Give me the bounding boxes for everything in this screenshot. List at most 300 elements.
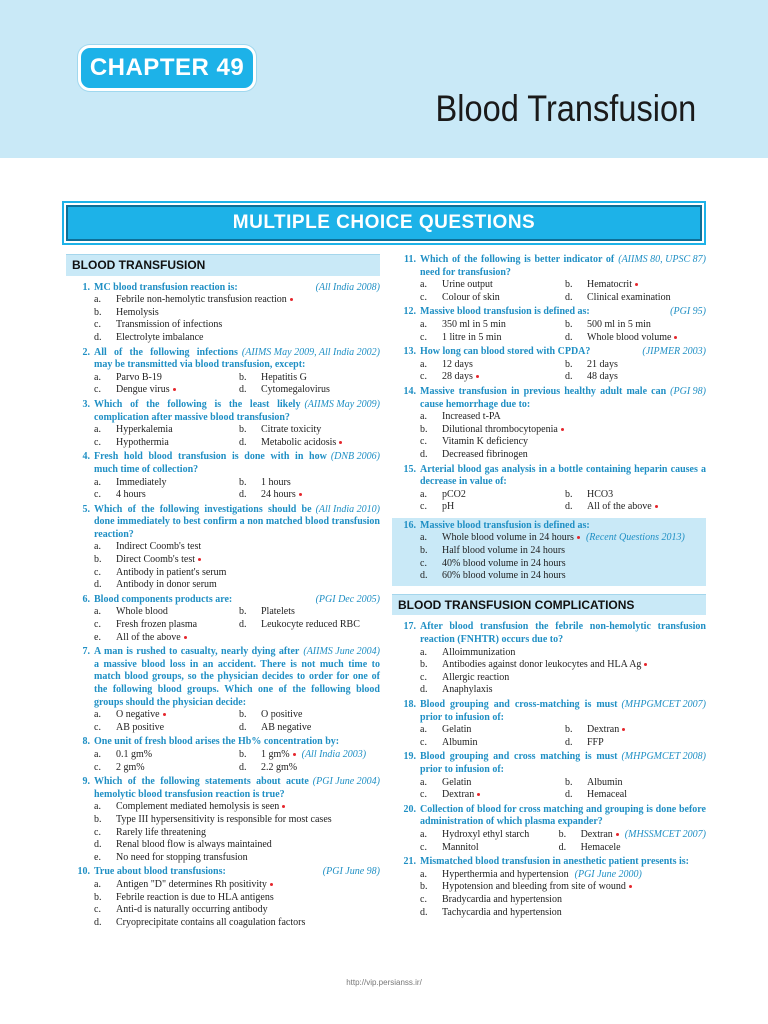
option-text: No need for stopping transfusion xyxy=(116,851,248,863)
option-text: Hydroxyl ethyl starch xyxy=(442,828,530,840)
option-text: Febrile non-hemolytic transfusion reaction xyxy=(116,294,287,306)
question-source: (MHSSMCET 2007) xyxy=(624,828,706,840)
option-text: 24 hours xyxy=(261,489,296,501)
answer-option xyxy=(94,852,380,865)
option-text: pH xyxy=(442,501,455,513)
footer-url: http://vip.persianss.ir/ xyxy=(346,978,422,987)
option-letter: a. xyxy=(420,358,427,370)
option-text: FFP xyxy=(587,736,604,748)
question-number: 3. xyxy=(82,398,90,410)
option-letter: a. xyxy=(94,709,101,721)
question-text-body: Massive transfusion in previous healthy adult male can cause hemorrhage due to: xyxy=(420,385,667,410)
correct-answer-marker xyxy=(173,388,176,391)
question-number: 19. xyxy=(403,751,416,763)
question-text-body: Blood grouping and cross-matching is must prior to infusion of: xyxy=(420,699,618,723)
question-number: 13. xyxy=(403,346,416,358)
option-letter: d. xyxy=(239,721,247,733)
option-text: 2 gm% xyxy=(116,761,145,773)
answer-option xyxy=(420,684,706,697)
question-list xyxy=(392,621,706,919)
correct-answer-marker xyxy=(184,636,187,639)
option-text: Increased t-PA xyxy=(442,411,501,423)
option-text: Antibody in patient's serum xyxy=(116,566,227,578)
question-item xyxy=(392,254,706,304)
correct-answer-marker xyxy=(339,441,342,444)
option-letter: c. xyxy=(420,501,427,513)
question-text xyxy=(420,856,706,869)
option-letter: a. xyxy=(94,878,101,890)
answer-option xyxy=(94,319,380,332)
option-text: Leukocyte reduced RBC xyxy=(261,619,360,631)
option-text: Hepatitis G xyxy=(261,371,307,383)
option-letter: d. xyxy=(94,916,102,928)
question-text-body: Massive blood transfusion is defined as: xyxy=(420,306,590,318)
answer-option xyxy=(565,292,706,305)
option-text: Direct Coomb's test xyxy=(116,554,196,566)
question-source: (MHPGMCET 2008) xyxy=(621,751,706,763)
answer-option xyxy=(94,749,235,762)
answer-option xyxy=(239,384,380,397)
option-text: Hyperthermia and hypertension xyxy=(442,868,569,880)
option-letter: a. xyxy=(420,532,427,544)
option-text: Allergic reaction xyxy=(442,671,510,683)
answer-option xyxy=(565,777,706,790)
option-text: Platelets xyxy=(261,606,295,618)
option-letter: c. xyxy=(420,371,427,383)
answer-option xyxy=(94,294,380,307)
option-text: Whole blood volume xyxy=(587,331,672,343)
option-letter: b. xyxy=(565,776,573,788)
question-number: 14. xyxy=(403,385,416,397)
question-list xyxy=(392,254,706,514)
answer-option xyxy=(94,372,235,385)
answer-option xyxy=(94,424,235,437)
question-item xyxy=(392,518,706,586)
question-item xyxy=(392,346,706,384)
answer-options xyxy=(420,532,706,582)
option-letter: a. xyxy=(420,318,427,330)
answer-option xyxy=(94,917,380,930)
answer-option xyxy=(420,672,706,685)
question-text xyxy=(94,736,380,749)
answer-options xyxy=(94,606,380,644)
option-text: Clinical examination xyxy=(587,291,671,303)
option-text: Alloimmunization xyxy=(442,646,516,658)
answer-options xyxy=(94,424,380,449)
option-text: Hyperkalemia xyxy=(116,424,173,436)
question-text-body: Massive blood transfusion is defined as: xyxy=(420,519,590,531)
answer-option xyxy=(420,545,706,558)
option-text: 12 days xyxy=(442,358,473,370)
question-text xyxy=(420,254,706,279)
option-text: 21 days xyxy=(587,358,618,370)
question-item xyxy=(66,594,380,644)
answer-options xyxy=(94,541,380,591)
correct-answer-marker xyxy=(635,283,638,286)
answer-option xyxy=(565,359,706,372)
answer-option xyxy=(565,332,706,345)
option-letter: a. xyxy=(94,424,101,436)
question-text xyxy=(420,699,706,724)
answer-option xyxy=(239,619,380,632)
question-number: 9. xyxy=(82,776,90,788)
question-source: (JIPMER 2003) xyxy=(642,346,706,358)
question-source: (MHPGMCET 2007) xyxy=(621,699,706,710)
option-text: 1 gm% xyxy=(261,748,290,760)
question-text xyxy=(94,399,380,424)
question-item xyxy=(66,646,380,734)
question-source: (AIIMS May 2009) xyxy=(304,398,380,410)
question-number: 8. xyxy=(82,736,90,748)
option-text: 0.1 gm% xyxy=(116,748,153,760)
question-item xyxy=(392,306,706,344)
chapter-label: CHAPTER 49 xyxy=(78,45,256,91)
option-letter: d. xyxy=(239,489,247,501)
option-text: Hypotension and bleeding from site of wound xyxy=(442,881,626,893)
question-text xyxy=(420,346,706,359)
question-text xyxy=(420,804,706,829)
question-number: 11. xyxy=(404,254,416,265)
question-text-body: Collection of blood for cross matching and grouping is done before administration of which plasma expander? xyxy=(420,803,706,828)
option-text: Cryoprecipitate contains all coagulation factors xyxy=(116,916,306,928)
question-text xyxy=(94,776,380,801)
answer-options xyxy=(420,777,706,802)
answer-option xyxy=(94,709,235,722)
question-number: 10. xyxy=(77,866,90,878)
answer-options xyxy=(94,477,380,502)
option-letter: a. xyxy=(94,606,101,618)
section-heading-complications: BLOOD TRANSFUSION COMPLICATIONS xyxy=(392,594,706,616)
option-text: Half blood volume in 24 hours xyxy=(442,545,566,557)
answer-option xyxy=(420,869,706,882)
option-text: Anaphylaxis xyxy=(442,684,493,696)
answer-option xyxy=(420,659,706,672)
answer-option xyxy=(239,709,380,722)
correct-answer-marker xyxy=(290,298,293,301)
answer-option xyxy=(420,371,561,384)
answer-options xyxy=(420,724,706,749)
option-text: Vitamin K deficiency xyxy=(442,436,529,448)
answer-options xyxy=(94,294,380,344)
answer-option xyxy=(565,737,706,750)
answer-option xyxy=(420,359,561,372)
question-text xyxy=(94,451,380,476)
answer-options xyxy=(94,372,380,397)
question-source: (All India 2008) xyxy=(315,281,380,293)
question-text xyxy=(420,306,706,319)
option-letter: c. xyxy=(94,904,101,916)
correct-answer-marker xyxy=(577,536,580,539)
answer-option xyxy=(420,332,561,345)
question-text-body: Blood grouping and cross matching is must prior to infusion of: xyxy=(420,751,618,775)
answer-option xyxy=(239,424,380,437)
question-item xyxy=(66,736,380,774)
question-text-body: Blood components products are: xyxy=(94,593,233,605)
option-text: 60% blood volume in 24 hours xyxy=(442,570,566,582)
option-text: AB positive xyxy=(116,721,165,733)
option-letter: d. xyxy=(565,331,573,343)
question-text xyxy=(94,347,380,372)
answer-option xyxy=(239,477,380,490)
option-text: 4 hours xyxy=(116,489,146,501)
answer-option xyxy=(239,372,380,385)
question-text-body: Which of the following statements about acute hemolytic blood transfusion reaction is true? xyxy=(94,776,309,800)
option-letter: b. xyxy=(420,881,428,893)
answer-option xyxy=(559,829,706,842)
answer-option xyxy=(420,411,706,424)
question-number: 4. xyxy=(82,451,90,463)
option-letter: b. xyxy=(239,424,247,436)
option-letter: d. xyxy=(94,331,102,343)
question-item xyxy=(392,856,706,919)
option-letter: b. xyxy=(239,476,247,488)
answer-option xyxy=(420,424,706,437)
correct-answer-marker xyxy=(198,558,201,561)
option-text: Hypothermia xyxy=(116,436,169,448)
option-letter: c. xyxy=(94,761,101,773)
question-text xyxy=(94,594,380,607)
answer-options xyxy=(420,647,706,697)
option-letter: a. xyxy=(420,646,427,658)
answer-option xyxy=(420,894,706,907)
answer-option xyxy=(94,892,380,905)
option-letter: b. xyxy=(565,318,573,330)
option-text: Type III hypersensitivity is responsible for most cases xyxy=(116,813,332,825)
option-letter: b. xyxy=(420,545,428,557)
answer-option xyxy=(239,722,380,735)
option-letter: c. xyxy=(94,721,101,733)
option-letter: b. xyxy=(565,724,573,736)
option-letter: d. xyxy=(420,684,428,696)
option-text: Urine output xyxy=(442,279,493,291)
answer-option xyxy=(94,541,380,554)
option-text: Antibody in donor serum xyxy=(116,579,217,591)
answer-option xyxy=(94,307,380,320)
option-letter: b. xyxy=(94,813,102,825)
option-letter: a. xyxy=(94,294,101,306)
option-text: 500 ml in 5 min xyxy=(587,318,651,330)
question-item xyxy=(392,804,706,854)
answer-option xyxy=(94,554,380,567)
correct-answer-marker xyxy=(299,493,302,496)
answer-option xyxy=(565,319,706,332)
option-letter: c. xyxy=(420,671,427,683)
option-text: Whole blood volume in 24 hours xyxy=(442,532,574,544)
answer-option xyxy=(565,724,706,737)
option-text: pCO2 xyxy=(442,488,466,500)
question-number: 16. xyxy=(403,519,416,531)
option-letter: a. xyxy=(420,279,427,291)
option-letter: a. xyxy=(420,868,427,880)
option-text: All of the above xyxy=(587,501,652,513)
option-text: 40% blood volume in 24 hours xyxy=(442,557,566,569)
answer-options xyxy=(94,749,380,774)
option-letter: b. xyxy=(558,828,567,840)
option-text: O positive xyxy=(261,709,303,721)
option-letter: b. xyxy=(239,748,247,760)
option-letter: c. xyxy=(94,826,101,838)
option-text: Dextran xyxy=(442,789,475,801)
option-letter: c. xyxy=(420,557,427,569)
question-text-body: All of the following infections may be transmitted via blood transfusion, except: xyxy=(94,346,306,371)
option-letter: d. xyxy=(94,839,102,851)
right-column xyxy=(392,254,706,921)
option-letter: c. xyxy=(420,331,427,343)
correct-answer-marker xyxy=(270,883,273,886)
answer-options xyxy=(94,801,380,864)
option-text: Hematocrit xyxy=(587,279,632,291)
question-source: (AIIMS 80, UPSC 87) xyxy=(618,254,706,265)
option-letter: e. xyxy=(94,851,101,863)
highlighted-question-box xyxy=(392,518,706,586)
option-text: Citrate toxicity xyxy=(261,424,322,436)
option-text: 350 ml in 5 min xyxy=(442,318,506,330)
correct-answer-marker xyxy=(282,805,285,808)
answer-option xyxy=(94,606,235,619)
option-letter: b. xyxy=(565,488,573,500)
option-letter: c. xyxy=(94,436,101,448)
section-heading-blood-transfusion: BLOOD TRANSFUSION xyxy=(66,254,380,276)
answer-option xyxy=(239,606,380,619)
question-number: 5. xyxy=(82,503,90,515)
option-text: Dextran xyxy=(580,828,613,840)
option-letter: b. xyxy=(420,659,428,671)
question-source: (All India 2003) xyxy=(301,748,367,760)
option-text: Complement mediated hemolysis is seen xyxy=(116,801,280,813)
question-text-body: Which of the following investigations should be done immediately to best confirm a non matched blood transfusion reaction? xyxy=(94,503,380,540)
option-text: Dilutional thrombocytopenia xyxy=(442,423,558,435)
option-text: Rarely life threatening xyxy=(116,826,206,838)
option-letter: d. xyxy=(565,736,573,748)
left-column xyxy=(66,254,380,931)
answer-option xyxy=(565,789,706,802)
answer-option xyxy=(420,737,561,750)
option-letter: b. xyxy=(565,279,573,291)
question-source: (PGI June 2004) xyxy=(312,776,380,788)
correct-answer-marker xyxy=(561,428,564,431)
question-number: 2. xyxy=(82,346,90,358)
answer-option xyxy=(420,558,706,571)
question-text-body: Arterial blood gas analysis in a bottle containing heparin causes a decrease in value of: xyxy=(420,463,706,488)
answer-option xyxy=(94,437,235,450)
answer-option xyxy=(94,814,380,827)
answer-options xyxy=(94,709,380,734)
answer-option xyxy=(94,762,235,775)
chapter-header xyxy=(0,0,768,158)
question-item xyxy=(392,699,706,749)
option-text: Gelatin xyxy=(442,724,472,736)
question-source: (Recent Questions 2013) xyxy=(585,532,685,544)
answer-option xyxy=(420,907,706,920)
question-text-body: A man is rushed to casualty, nearly dying after a massive blood loss in an accident. There is not much time to match blood groups, so the physician decides to order for one of the following blood groups. Which one of the following blood groups should the physician decide: xyxy=(94,646,380,708)
option-letter: d. xyxy=(565,371,573,383)
option-text: Anti-d is naturally occurring antibody xyxy=(116,904,268,916)
correct-answer-marker xyxy=(477,793,480,796)
mcq-banner: MULTIPLE CHOICE QUESTIONS xyxy=(66,205,702,241)
answer-option xyxy=(239,489,380,502)
answer-option xyxy=(94,879,380,892)
answer-option xyxy=(94,384,235,397)
correct-answer-marker xyxy=(674,336,677,339)
question-text-body: MC blood transfusion reaction is: xyxy=(94,281,238,293)
option-text: Mannitol xyxy=(442,841,479,853)
option-letter: c. xyxy=(420,736,427,748)
answer-option xyxy=(239,762,380,775)
option-text: Cytomegalovirus xyxy=(261,384,330,396)
option-text: Metabolic acidosis xyxy=(261,436,337,448)
question-number: 1. xyxy=(82,281,90,293)
correct-answer-marker xyxy=(293,753,296,756)
question-text-body: True about blood transfusions: xyxy=(94,866,226,878)
option-letter: c. xyxy=(94,566,101,578)
question-source: (PGI June 2000) xyxy=(574,868,642,880)
option-letter: e. xyxy=(94,631,101,643)
option-letter: d. xyxy=(565,789,573,801)
answer-option xyxy=(94,801,380,814)
question-text-body: Fresh hold blood transfusion is done with in how much time of collection? xyxy=(94,451,327,475)
option-letter: a. xyxy=(94,748,101,760)
option-text: Dengue virus xyxy=(116,384,170,396)
option-letter: a. xyxy=(420,828,427,840)
answer-options xyxy=(420,489,706,514)
option-text: AB negative xyxy=(261,721,312,733)
correct-answer-marker xyxy=(622,728,625,731)
option-letter: c. xyxy=(420,789,427,801)
option-text: Antibodies against donor leukocytes and HLA Ag xyxy=(442,659,642,671)
question-text xyxy=(94,646,380,709)
correct-answer-marker xyxy=(163,713,166,716)
option-text: Electrolyte imbalance xyxy=(116,331,204,343)
option-letter: c. xyxy=(94,319,101,331)
question-item xyxy=(392,621,706,697)
option-text: Febrile reaction is due to HLA antigens xyxy=(116,891,274,903)
option-letter: c. xyxy=(420,436,427,448)
option-letter: a. xyxy=(420,776,427,788)
question-source: (PGI 98) xyxy=(670,385,706,397)
option-letter: a. xyxy=(94,801,101,813)
option-letter: b. xyxy=(239,709,247,721)
answer-option xyxy=(420,489,561,502)
question-number: 18. xyxy=(403,699,416,710)
question-source: (All India 2010) xyxy=(315,503,380,515)
option-letter: b. xyxy=(94,891,102,903)
answer-option xyxy=(420,449,706,462)
answer-option xyxy=(94,579,380,592)
option-text: 1 hours xyxy=(261,476,291,488)
answer-option xyxy=(94,632,235,645)
question-text xyxy=(420,751,706,776)
answer-options xyxy=(420,359,706,384)
question-text xyxy=(94,866,380,879)
question-number: 15. xyxy=(403,463,416,475)
question-item xyxy=(66,282,380,345)
question-text-body: Which of the following is better indicator of need for transfusion? xyxy=(420,254,615,278)
option-letter: a. xyxy=(94,371,101,383)
option-text: Hemolysis xyxy=(116,306,159,318)
option-text: Albumin xyxy=(587,776,623,788)
option-letter: d. xyxy=(239,436,247,448)
option-text: Fresh frozen plasma xyxy=(116,619,198,631)
question-text-body: Which of the following is the least likely complication after massive blood transfusion? xyxy=(94,398,301,423)
answer-options xyxy=(94,879,380,929)
option-letter: c. xyxy=(94,619,101,631)
option-text: All of the above xyxy=(116,631,181,643)
question-source: (AIIMS May 2009, All India 2002) xyxy=(241,346,380,358)
answer-option xyxy=(559,842,706,855)
option-letter: a. xyxy=(420,488,427,500)
answer-option xyxy=(239,437,380,450)
question-item xyxy=(392,751,706,801)
